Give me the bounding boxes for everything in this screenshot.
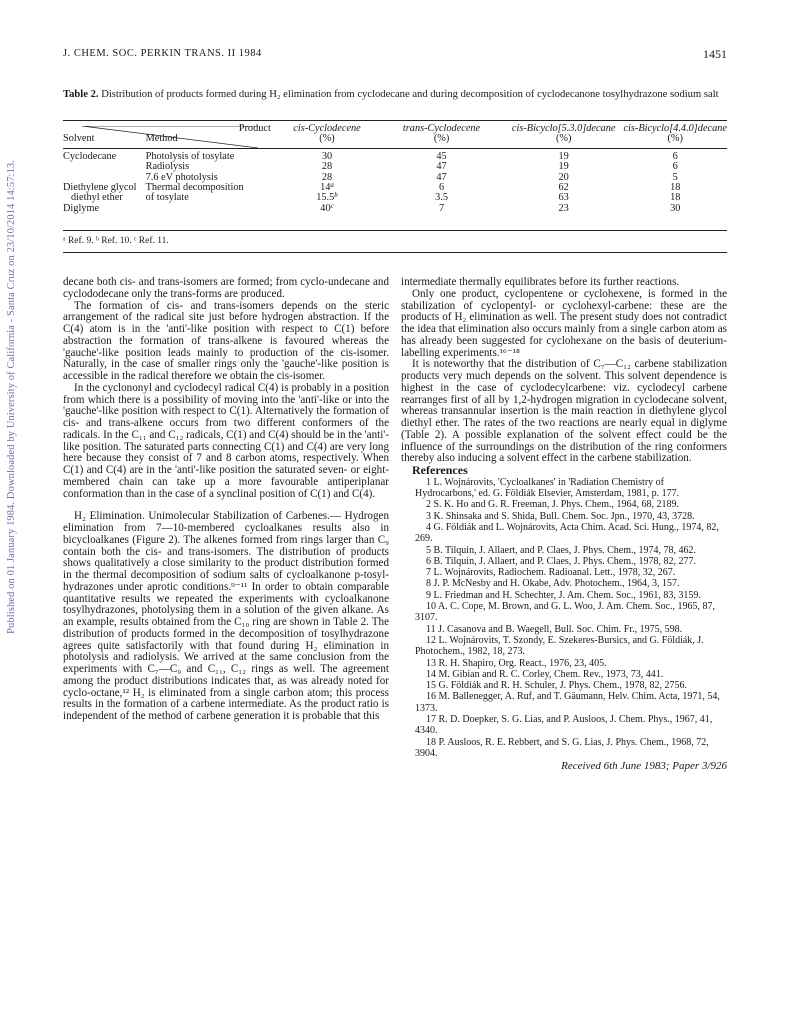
left-text-column (63, 277, 389, 723)
table-label: Table 2. (63, 89, 99, 100)
product-header: Product (238, 123, 271, 134)
reference-item: 3 K. Shinsaka and S. Shida, Bull. Chem. Soc. Jpn., 1970, 43, 3728. (426, 510, 695, 522)
value-cell: 5 (672, 171, 678, 183)
reference-item: 15 G. Földiák and R. H. Schuler, J. Phys. Chem., 1978, 82, 2756. (426, 680, 687, 692)
method-header: Method (145, 133, 178, 145)
page-number: 1451 (703, 47, 727, 61)
reference-item: 7 L. Wojnárovits, Radiochem. Radioanal. Lett., 1978, 32, 267. (426, 567, 676, 579)
reference-item: 16 M. Ballenegger, A. Ruf, and T. Gäumann, Helv. Chim. Acta, 1971, 54, 1373. (415, 691, 720, 714)
method-cell: 7.6 eV photolysis (145, 171, 218, 183)
solvent-cell: diethyl ether (71, 192, 123, 204)
value-cell: 19 (558, 150, 569, 162)
column-header: trans-Cyclodecene (402, 123, 481, 134)
running-header (63, 48, 727, 62)
body-paragraph: Only one product, cyclopentene or cyclohexene, is formed in the stabilization of cyclopentyl- or cyclohexyl-carbene: these are the products of H₂ elimination as well. The present study does not contradict the idea that elimination also occurs mainly from a single carbon atom as has already been suggested for cyclohexane on the basis of deuterium-labelling experiments.¹⁶⁻¹⁸ (401, 287, 727, 359)
value-cell: 30 (670, 202, 681, 214)
value-cell: 19 (558, 161, 569, 173)
solvent-header: Solvent (63, 133, 95, 145)
value-cell: 20 (558, 171, 569, 183)
reference-item: 9 L. Friedman and H. Schechter, J. Am. Chem. Soc., 1961, 83, 3159. (426, 589, 701, 601)
solvent-cell: Diethylene glycol (63, 182, 137, 194)
footnote-marker: c (330, 201, 334, 210)
footnote-marker: a (330, 181, 334, 190)
reference-item: 14 M. Gibian and R. C. Corley, Chem. Rev., 1973, 73, 441. (426, 668, 664, 680)
unit-label: (%) (555, 133, 572, 145)
value-cell: 63 (558, 192, 569, 204)
body-paragraph: The formation of cis- and trans-isomers depends on the steric arrangement of the radical site just before hydrogen abstraction. If the C(4) atom is in the 'anti'-like position with respect to C(1) before abstraction the formation of trans-alkene is favoured whereas the 'gauche'-like position leads mainly to production of the cis-isomer. Naturally, in the case of smaller rings only the 'gauche'-like position is accessible in the radical therefore we obtain the cis-isomer. (63, 299, 389, 382)
table-top-rule (63, 120, 727, 121)
table-row (63, 193, 727, 203)
value-cell: 6 (438, 182, 445, 194)
value-cell: 28 (321, 171, 333, 183)
download-watermark: Published on 01 January 1984. Downloaded by University of California - Santa Cruz on 23/10/2014 14:57:13. (6, 160, 17, 634)
column-header: cis-Bicyclo[4.4.0]decane (623, 123, 727, 134)
value-cell: 15.5$^b$ (316, 191, 338, 204)
reference-item: 12 L. Wojnárovits, T. Szondy, E. Szekeres-Bursics, and G. Földiák, J. Photochem., 1982, 18, 273. (415, 634, 704, 658)
reference-item: 8 J. P. McNesby and H. Okabe, Adv. Photochem., 1964, 3, 157. (426, 578, 680, 590)
value-cell: 3.5 (435, 192, 448, 204)
received-date: Received 6th June 1983; Paper 3/926 (561, 760, 727, 773)
reference-item: 4 G. Földiák and L. Wojnárovits, Acta Chim. Acad. Sci. Hung., 1974, 82, 269. (415, 521, 719, 545)
unit-label: (%) (433, 133, 450, 145)
reference-item: 18 P. Ausloos, R. E. Rebbert, and S. G. Lias, J. Phys. Chem., 1968, 72, 3904. (415, 736, 709, 759)
reference-item: 17 R. D. Doepker, S. G. Lias, and P. Ausloos, J. Chem. Phys., 1967, 41, 4340. (415, 713, 713, 737)
right-paragraphs (401, 277, 727, 465)
method-cell (146, 204, 275, 214)
references-heading: References (412, 463, 468, 477)
table-mid-rule (63, 230, 727, 231)
value-cell: 6 (672, 150, 678, 162)
solvent-cell: Cyclodecane (63, 150, 117, 162)
value-cell: 14$^a$ (320, 181, 334, 194)
body-paragraph: In the cyclononyl and cyclodecyl radical C(4) is probably in a position from which there is a possibility of moving into the 'anti'-like or into the 'gauche'-like position with respect to C(1). Alternatively the formation of cis- and trans-alkene occurs from two different conformers of the radicals. In the C₁₁ and C₁₂ radicals, C(1) and C(4) should be in the 'anti'-like position. The saturated parts connecting C(1) and C(4) are very long here because they consist of 7 and 8 carbon atoms, respectively. When C(1) and C(4) are in the 'anti'-like position the saturated seven- or eight-membered chain can take up a more favourable antiperiplanar conformation than in the case of a synclinal position of C(1) and C(4). (63, 381, 389, 500)
column-header: cis-Cyclodecene (293, 123, 361, 134)
value-cell: 45 (436, 150, 447, 162)
table-caption-text: Distribution of products formed during H₂ elimination from cyclodecane and during decomposition of cyclodecanone tosylhydrazone sodium salt (101, 89, 719, 100)
method-cell: of tosylate (145, 192, 189, 204)
value-cell: 40$^c$ (320, 201, 334, 214)
column-header: cis-Bicyclo[5.3.0]decane (511, 123, 616, 134)
reference-item: 11 J. Casanova and B. Waegell, Bull. Soc. Chim. Fr., 1975, 598. (426, 623, 683, 635)
method-cell: Photolysis of tosylate (145, 150, 235, 162)
reference-item: 6 B. Tilquin, J. Allaert, and P. Claes, J. Phys. Chem., 1978, 82, 277. (426, 555, 697, 567)
table-bottom-rule (63, 252, 727, 253)
reference-item: 10 A. C. Cope, M. Brown, and G. L. Woo, J. Am. Chem. Soc., 1965, 87, 3107. (415, 601, 716, 624)
solvent-cell (63, 162, 146, 172)
product-distribution-table (63, 124, 727, 214)
body-paragraph: intermediate thermally equilibrates before its further reactions. (401, 276, 680, 288)
value-cell: 62 (558, 182, 569, 194)
body-paragraph: decane both cis- and trans-isomers are formed; from cyclo-undecane and cyclododecane only the trans-forms are produced. (63, 276, 389, 300)
footnote-marker: b (334, 191, 338, 200)
reference-item: 2 S. K. Ho and G. R. Freeman, J. Phys. Chem., 1964, 68, 2189. (426, 499, 680, 511)
value-cell: 18 (670, 192, 681, 204)
value-cell: 28 (321, 161, 333, 173)
value-cell: 6 (672, 161, 678, 173)
table-footnote: ᵃ Ref. 9. ᵇ Ref. 10. ᶜ Ref. 11. (63, 236, 169, 246)
references-list (401, 477, 727, 759)
table-row (63, 204, 727, 214)
reference-item: 5 B. Tilquin, J. Allaert, and P. Claes, J. Phys. Chem., 1974, 78, 462. (426, 544, 697, 556)
journal-title: J. CHEM. SOC. PERKIN TRANS. II 1984 (63, 48, 262, 59)
unit-label: (%) (667, 133, 683, 145)
method-cell: Thermal decomposition (145, 182, 244, 194)
method-cell: Radiolysis (145, 161, 190, 173)
solvent-cell: Diglyme (63, 202, 100, 214)
right-text-column (401, 277, 727, 773)
body-paragraph: H₂ Elimination. Unimolecular Stabilization of Carbenes.— Hydrogen elimination from 7—10-membered cycloalkanes results also in bicycloalkanes (Figure 2). The alkenes formed from rings larger than C₉ contain both the cis- and trans-isomers. The distribution of products shows qualitatively a close similarity to the product distribution formed in the thermal decomposition of sodium salts of cycloalkanone p-tosyl-hydrazones under aprotic conditions.⁹⁻¹¹ In order to obtain comparable quantitative results we repeated the experiments with cycloalkanone tosylhydrazones, photolysing them in a solution of the given alkane. As an example, results obtained from the C₁₀ ring are shown in Table 2. The distribution of products formed in the decomposition of tosylhydrazone agrees quite satisfactorily with that found during H₂ elimination in photolysis and radiolysis. We arrived at the same conclusion from the experiments with C₇—C₉ and C₁₁, C₁₂ rings as well. The agreement among the product distributions indicates that, as was already noted for cyclo-octane,¹² H₂ is eliminated from a single carbon atom; this process results in the formation of a carbene intermediate. As the product ratio is independent of the method of carbene generation it is probable that this (63, 510, 389, 722)
value-cell: 18 (670, 182, 681, 194)
table-caption (63, 89, 727, 100)
table-header-row (63, 134, 727, 144)
value-cell: 7 (438, 202, 445, 214)
reference-item: 13 R. H. Shapiro, Org. React., 1976, 23, 405. (426, 657, 607, 669)
value-cell: 47 (436, 171, 447, 183)
reference-item: 1 L. Wojnárovits, 'Cycloalkanes' in 'Radiation Chemistry of Hydrocarbons,' ed. G. Földiák Elsevier, Amsterdam, 1981, p. 177. (415, 476, 680, 500)
value-cell: 23 (558, 202, 569, 214)
unit-label: (%) (319, 133, 335, 145)
body-paragraph: It is noteworthy that the distribution of C₇—C₁₂ carbene stabilization products very much depends on the solvent. This solvent dependence is highest in the case of cyclodecylcarbene: viz. cyclodecyl carbene rearranges first of all by 1,2-hydrogen migration in cyclodecane solvent, whereas transannular insertion is the main reaction in diethylene glycol diethyl ether. The rates of the two reactions are nearly equal in diglyme (Table 2). A possible explanation of the solvent effect could be the influence of the surroundings on the distribution of the ring conformers thereby also inducing a solvent effect in the carbene stabilization. (401, 358, 727, 465)
value-cell: 47 (436, 161, 447, 173)
value-cell: 30 (321, 150, 333, 162)
